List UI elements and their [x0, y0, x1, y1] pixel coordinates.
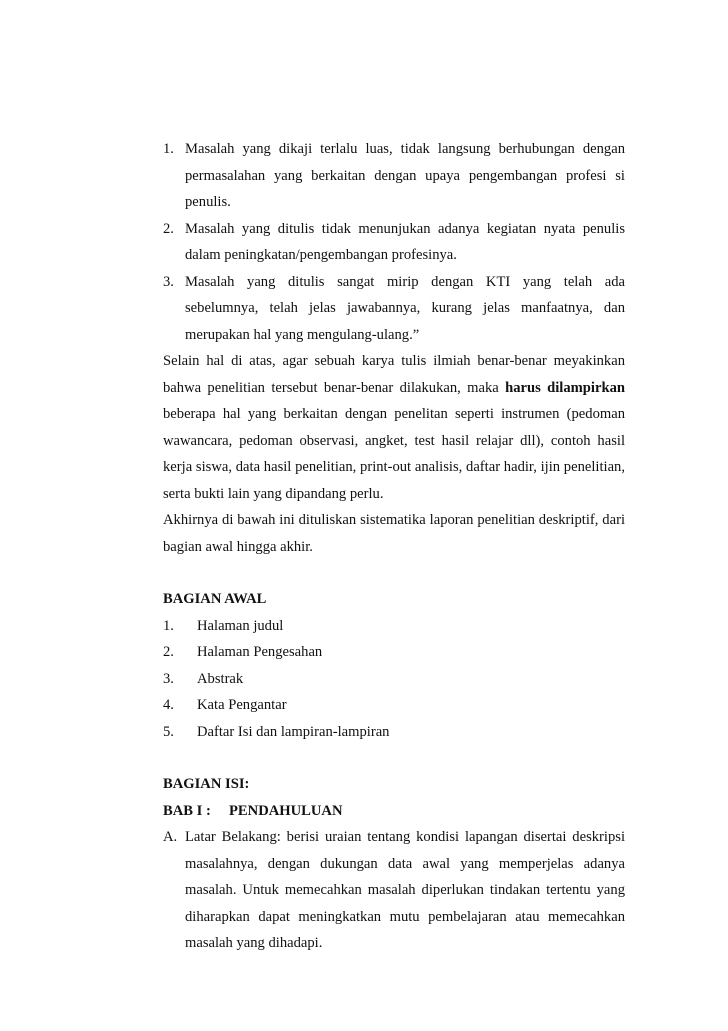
criteria-list	[163, 136, 625, 348]
chapter-label: BAB I :	[163, 802, 211, 819]
page-content	[163, 136, 625, 957]
list-item	[163, 824, 625, 957]
section-heading-bagian-isi: BAGIAN ISI:	[163, 776, 250, 792]
list-line: masalahnya, dengan dukungan data awal yang memperjelas adanya	[185, 855, 625, 872]
paragraph-systematics: Akhirnya di bawah ini dituliskan sistematika laporan penelitian deskriptif, dari bagian awal hingga akhir.	[163, 512, 625, 555]
list-line: penulis.	[185, 194, 231, 210]
section-heading-bagian-awal: BAGIAN AWAL	[163, 591, 267, 607]
bold-phrase: harus dilampirkan	[505, 379, 625, 396]
list-line: masalah yang dihadapi.	[185, 935, 323, 951]
chapter-title: PENDAHULUAN	[229, 802, 343, 819]
list-item	[163, 269, 625, 349]
list-line: dalam peningkatan/pengembangan profesinya.	[185, 247, 457, 263]
list-number: 2.	[163, 220, 174, 237]
list-line: sebelumnya, telah jelas jawabannya, kurang jelas manfaatnya, dan	[185, 300, 625, 316]
list-item: 2. Halaman Pengesahan	[163, 644, 323, 660]
list-number: 1.	[163, 141, 174, 157]
list-item: 1. Halaman judul	[163, 617, 284, 634]
list-item: 4. Kata Pengantar	[163, 697, 287, 713]
list-line: merupakan hal yang mengulang-ulang.”	[185, 326, 420, 343]
list-line: Latar Belakang: berisi uraian tentang kondisi lapangan disertai deskripsi	[185, 829, 625, 845]
paragraph-attachments: Selain hal di atas, agar sebuah karya tulis ilmiah benar-benar meyakinkan bahwa penelitian tersebut benar-benar dilakukan, maka harus dilampirkan beberapa hal yang berkaitan dengan penelitan seperti instrumen (pedoman wawancara, pedoman observasi, angket, test hasil relajar dll), contoh hasil kerja siswa, data hasil penelitian, print-out analisis, daftar hadir, ijin penelitian, serta bukti lain yang dipandang perlu.	[163, 353, 625, 502]
list-line: masalah. Untuk memecahkan masalah diperlukan tindakan tertentu yang	[185, 882, 625, 898]
list-number: 3.	[163, 273, 174, 290]
list-number: A.	[163, 829, 178, 845]
list-line: Masalah yang dikaji terlalu luas, tidak langsung berhubungan dengan	[185, 141, 625, 157]
bagian-awal-list	[163, 613, 625, 746]
list-line: Masalah yang ditulis sangat mirip dengan KTI yang telah ada	[185, 273, 625, 290]
list-line: permasalahan yang berkaitan dengan upaya pengembangan profesi si	[185, 167, 625, 184]
list-item	[163, 136, 625, 216]
list-item: 5. Daftar Isi dan lampiran-lampiran	[163, 723, 390, 740]
list-item: 3. Abstrak	[163, 670, 244, 687]
chapter-heading	[163, 798, 625, 825]
list-line: Masalah yang ditulis tidak menunjukan adanya kegiatan nyata penulis	[185, 220, 625, 237]
list-line: diharapkan dapat meningkatkan mutu pembelajaran atau memecahkan	[185, 908, 625, 925]
list-item	[163, 216, 625, 269]
